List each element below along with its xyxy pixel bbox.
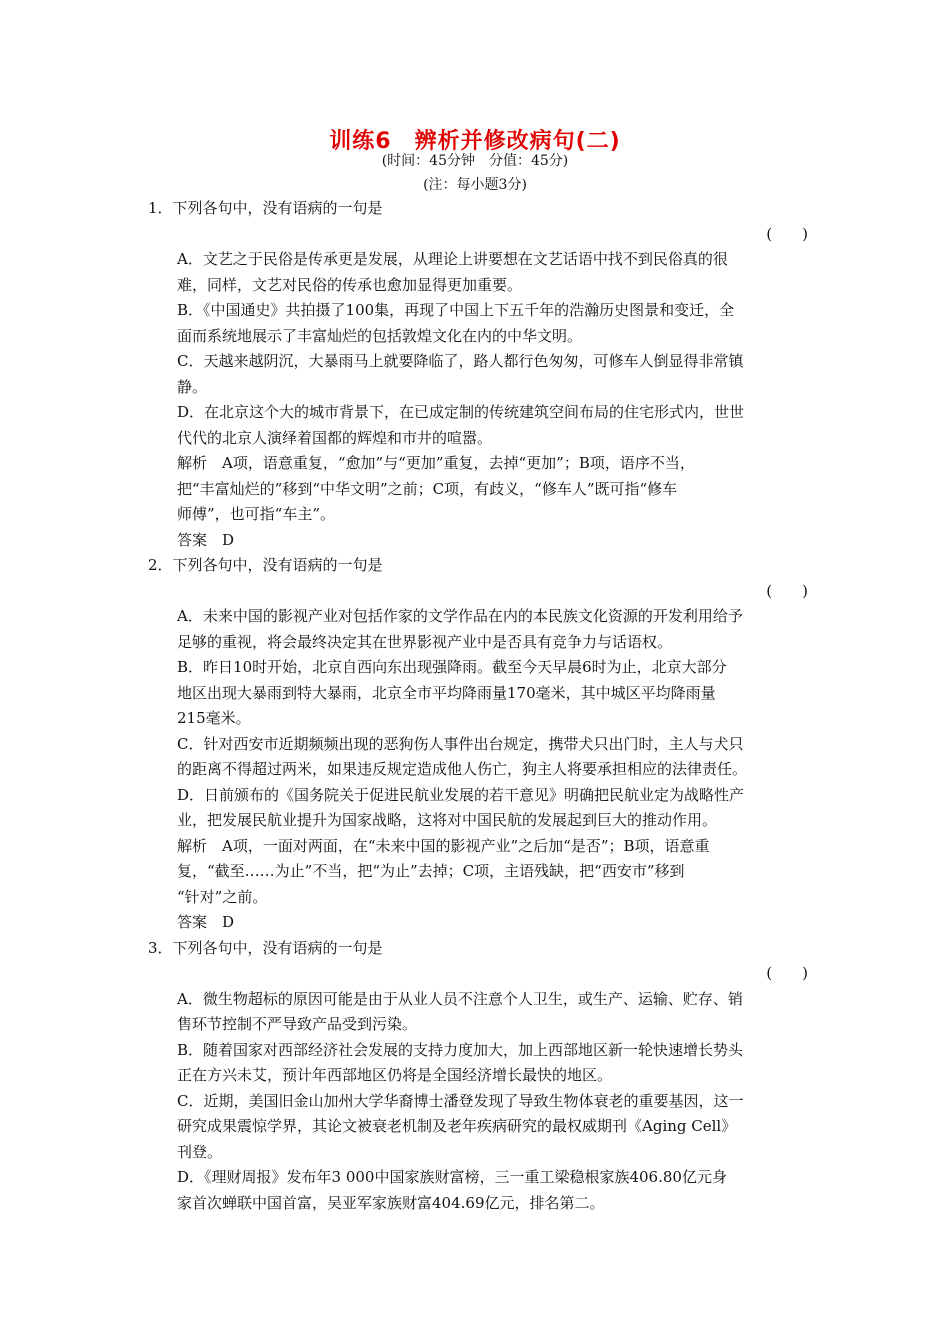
option-d-line-1: D．《理财周报》发布年3 000中国家族财富榜，三一重工梁稳根家族406.80亿元身 xyxy=(177,1168,727,1186)
option-d-line-1: D．日前颁布的《国务院关于促进民航业发展的若干意见》明确把民航业定为战略性产 xyxy=(177,785,745,804)
option-a-line-1: A．未来中国的影视产业对包括作家的文学作品在内的本民族文化资源的开发利用给予 xyxy=(177,607,743,625)
option-a-line-2: 售环节控制不严导致产品受到污染。 xyxy=(177,1015,418,1033)
option-b-line-1: B．随着国家对西部经济社会发展的支持力度加大，加上西部地区新一轮快速增长势头 xyxy=(177,1040,744,1059)
answer-line: 答案 D xyxy=(177,913,235,931)
time-score-info: (时间：45分钟 分值：45分) xyxy=(381,153,569,169)
option-d-line-2: 业，把发展民航业提升为国家战略，这将对中国民航的发展起到巨大的推动作用。 xyxy=(177,811,718,829)
option-c-line-2: 研究成果震惊学界，其论文被衰老机制及老年疾病研究的最权威期刊《Aging Cell》 xyxy=(177,1117,737,1135)
option-d-line-2: 家首次蝉联中国首富，吴亚军家族财富404.69亿元，排名第二。 xyxy=(177,1193,605,1212)
option-c-line-1: C．天越来越阴沉，大暴雨马上就要降临了，路人都行色匆匆，可修车人倒显得非常镇 xyxy=(177,352,744,370)
question-stem: 1．下列各句中，没有语病的一句是 xyxy=(148,199,383,217)
analysis-line-1: 解析 A项，语意重复，“愈加”与“更加”重复，去掉“更加”；B项，语序不当， xyxy=(177,454,695,472)
page-title: 训练6 辨析并修改病句(二) xyxy=(329,129,621,154)
option-b-line-1: B．《中国通史》共拍摄了100集，再现了中国上下五千年的浩瀚历史图景和变迁，全 xyxy=(177,301,735,319)
option-a-line-2: 足够的重视，将会最终决定其在世界影视产业中是否具有竞争力与话语权。 xyxy=(177,632,673,651)
option-b-line-1: B．昨日10时开始，北京自西向东出现强降雨。截至今天早晨6时为止，北京大部分 xyxy=(177,658,727,676)
option-a-line-2: 难，同样，文艺对民俗的传承也愈加显得更加重要。 xyxy=(177,275,523,294)
question-list xyxy=(148,196,808,1216)
option-c-line-2: 的距离不得超过两米，如果违反规定造成他人伤亡，狗主人将要承担相应的法律责任。 xyxy=(177,760,748,778)
question-stem: 3．下列各句中，没有语病的一句是 xyxy=(148,938,383,957)
question-2 xyxy=(148,553,808,936)
option-b-line-2: 面而系统地展示了丰富灿烂的包括敦煌文化在内的中华文明。 xyxy=(177,326,583,345)
analysis-line-2: 复，“截至……为止”不当，把“为止”去掉；C项，主语残缺，把“西安市”移到 xyxy=(177,862,685,880)
answer-blank: ( ) xyxy=(766,581,808,600)
analysis-line-3: “针对”之前。 xyxy=(177,887,268,906)
option-d-line-2: 代代的北京人演绎着国都的辉煌和市井的喧嚣。 xyxy=(177,428,493,447)
question-stem: 2．下列各句中，没有语病的一句是 xyxy=(148,556,383,574)
answer-line: 答案 D xyxy=(177,530,235,549)
option-b-line-3: 215毫米。 xyxy=(177,709,251,727)
option-a-line-1: A．文艺之于民俗是传承更是发展，从理论上讲要想在文艺话语中找不到民俗真的很 xyxy=(177,250,728,268)
option-c-line-3: 刊登。 xyxy=(177,1142,223,1161)
question-1 xyxy=(148,196,808,553)
option-a-line-1: A．微生物超标的原因可能是由于从业人员不注意个人卫生，或生产、运输、贮存、销 xyxy=(177,989,743,1008)
question-3 xyxy=(148,936,808,1217)
option-b-line-2: 正在方兴未艾，预计年西部地区仍将是全国经济增长最快的地区。 xyxy=(177,1066,613,1084)
answer-blank: ( ) xyxy=(766,964,808,982)
analysis-line-1: 解析 A项，一面对两面，在“未来中国的影视产业”之后加“是否”；B项，语意重 xyxy=(177,836,710,855)
option-b-line-2: 地区出现大暴雨到特大暴雨，北京全市平均降雨量170毫米，其中城区平均降雨量 xyxy=(177,683,716,702)
option-c-line-2: 静。 xyxy=(177,377,208,396)
option-d-line-1: D．在北京这个大的城市背景下，在已成定制的传统建筑空间布局的住宅形式内，世世 xyxy=(177,403,745,421)
option-c-line-1: C．近期，美国旧金山加州大学华裔博士潘登发现了导致生物体衰老的重要基因，这一 xyxy=(177,1091,744,1110)
scoring-note: (注：每小题3分) xyxy=(423,177,527,193)
analysis-line-3: 师傅”，也可指“车主”。 xyxy=(177,505,336,523)
answer-blank: ( ) xyxy=(766,224,808,243)
analysis-line-2: 把“丰富灿烂的”移到“中华文明”之前；C项，有歧义，“修车人”既可指“修车 xyxy=(177,479,678,498)
option-c-line-1: C．针对西安市近期频频出现的恶狗伤人事件出台规定，携带犬只出门时，主人与犬只 xyxy=(177,734,744,753)
